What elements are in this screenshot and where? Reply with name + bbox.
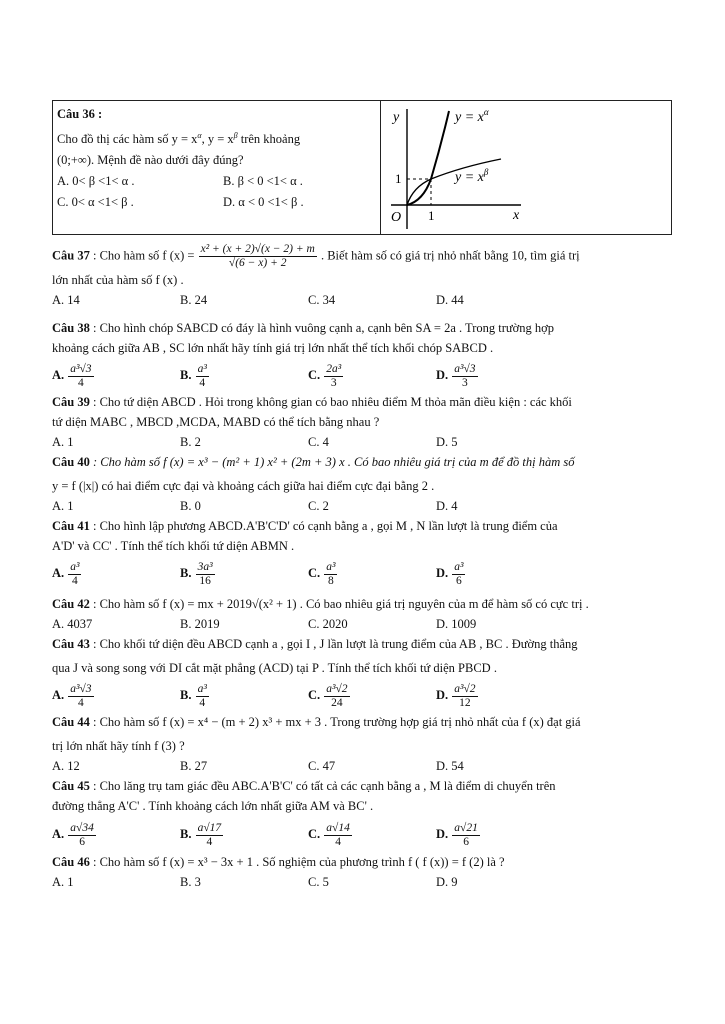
option-d[interactable]: D. $\frac{a√21}{6}$ — [436, 821, 478, 848]
question-46: Câu 46 : Cho hàm số f (x) = x³ − 3x + 1 . Số nghiệm của phương trình f ( f (x)) = f (2) là ? — [52, 855, 505, 869]
question-45-line2: đường thẳng A'C' . Tính khoảng cách lớn nhất giữa AM và BC' . — [52, 799, 374, 813]
question-39-line2: tứ diện MABC , MBCD ,MCDA, MABD có thể tích bằng nhau ? — [52, 415, 380, 429]
option-a[interactable]: A. $\frac{\text{a³}}{4}$ — [52, 560, 80, 587]
option-d[interactable]: D. 44 — [436, 293, 464, 307]
curve-beta — [407, 159, 501, 205]
exam-page — [52, 100, 672, 892]
option-b[interactable]: B. $\frac{a√17}{4}$ — [180, 821, 222, 848]
question-36-line2: (0;+∞). Mệnh đề nào dưới đây đúng? — [57, 153, 244, 168]
label-alpha: $y = x^\alpha$ — [455, 107, 489, 125]
question-37-options — [52, 290, 672, 310]
question-44-options — [52, 756, 672, 776]
option-c[interactable]: C. 2020 — [308, 617, 348, 631]
q37-fraction: $\frac{\text{x² + (x + 2)√(x − 2) + m}}{√(6 - x) + 2}$ — [200, 243, 315, 269]
question-43-options — [52, 678, 672, 712]
option-c[interactable]: C. 34 — [308, 293, 336, 307]
question-44-line2: trị lớn nhất hãy tính f (3) ? — [52, 739, 185, 753]
curve-alpha — [407, 111, 449, 205]
question-38-options — [52, 358, 672, 392]
option-a[interactable]: A. 14 — [52, 293, 80, 307]
question-45-options — [52, 816, 672, 852]
question-40-options — [52, 496, 672, 516]
question-36-options-cd — [57, 192, 376, 213]
question-36-graph — [381, 101, 671, 234]
option-b[interactable]: B. $\frac{\text{3a³}}{16}$ — [180, 560, 213, 587]
question-44: Câu 44 : Cho hàm số f (x) = x⁴ − (m + 2) x³ + mx + 3 . Trong trường hợp giá trị nhỏ nhất của f (x) đạt giá — [52, 715, 581, 729]
question-42-options — [52, 614, 672, 634]
option-d[interactable]: D. 54 — [436, 759, 464, 773]
option-b[interactable]: B. 2 — [180, 435, 201, 449]
option-a[interactable]: A. 0< β <1< α . — [57, 174, 135, 189]
question-42: Câu 42 : Cho hàm số f (x) = mx + 2019√(x² + 1) . Có bao nhiêu giá trị nguyên của m để hàm số có cực trị . — [52, 597, 589, 611]
label-beta: $y = x^\beta$ — [455, 167, 489, 185]
option-a[interactable]: A. $\frac{\text{a³√3}}{4}$ — [52, 682, 92, 709]
option-a[interactable]: A. 4037 — [52, 617, 93, 631]
option-b[interactable]: B. $\frac{\text{a³}}{4}$ — [180, 682, 207, 709]
question-39-options — [52, 432, 672, 452]
option-d[interactable]: D. 4 — [436, 499, 458, 513]
option-d[interactable]: D. $\frac{\text{a³√2}}{12}$ — [436, 682, 476, 709]
origin-label: O — [391, 210, 402, 225]
option-a[interactable]: A. 1 — [52, 875, 74, 889]
question-38-line2: khoảng cách giữa AB , SC lớn nhất hãy tính giá trị lớn nhất thể tích khối chóp SABCD . — [52, 341, 494, 355]
option-b[interactable]: B. 3 — [180, 875, 201, 889]
option-a[interactable]: A. 1 — [52, 435, 74, 449]
question-36-line1: Cho đồ thị các hàm số $y = x^\alpha$, $y = x^\beta$ trên khoảng — [57, 131, 301, 147]
option-b[interactable]: B. 24 — [180, 293, 208, 307]
option-b[interactable]: B. $\frac{\text{a³}}{4}$ — [180, 362, 207, 389]
option-c[interactable]: C. $\frac{\text{2a³}}{3}$ — [308, 362, 342, 389]
question-46-options — [52, 872, 672, 892]
question-41-options — [52, 556, 672, 590]
option-d[interactable]: D. 1009 — [436, 617, 477, 631]
question-43-line2: qua J và song song với DI cắt mặt phẳng (ACD) tại P . Tính thể tích khối tứ diện PBCD . — [52, 661, 497, 675]
question-36-title: Câu 36 : — [57, 107, 103, 121]
option-c[interactable]: C. $\frac{\text{a³√2}}{24}$ — [308, 682, 348, 709]
question-45: Câu 45 : Cho lăng trụ tam giác đều ABC.A'B'C' có tất cả các cạnh bằng a , M là điểm di chuyển trên — [52, 779, 556, 793]
option-a[interactable]: A. 1 — [52, 499, 74, 513]
option-c[interactable]: C. $\frac{\text{a³}}{8}$ — [308, 560, 336, 587]
option-d[interactable]: D. 9 — [436, 875, 458, 889]
question-37-line2: lớn nhất của hàm số f (x) . — [52, 273, 184, 287]
option-d[interactable]: D. α < 0 <1< β . — [223, 195, 304, 210]
option-a[interactable]: A. $\frac{a√34}{6}$ — [52, 821, 94, 848]
question-36-box — [52, 100, 672, 235]
option-d[interactable]: D. $\frac{\text{a³}}{6}$ — [436, 560, 464, 587]
option-d[interactable]: D. $\frac{\text{a³√3}}{3}$ — [436, 362, 476, 389]
question-41: Câu 41 : Cho hình lập phương ABCD.A'B'C'D' có cạnh bằng a , gọi M , N lần lượt là trung điểm của — [52, 519, 558, 533]
question-41-line2: A'D' và CC' . Tính thể tích khối tứ diện ABMN . — [52, 539, 295, 553]
option-b[interactable]: B. 27 — [180, 759, 208, 773]
question-36-options-ab — [57, 171, 376, 192]
option-a[interactable]: A. 12 — [52, 759, 80, 773]
option-b[interactable]: B. 2019 — [180, 617, 220, 631]
option-c[interactable]: C. 5 — [308, 875, 329, 889]
question-40: Câu 40 : Cho hàm số f (x) = x³ − (m² + 1) x² + (2m + 3) x . Có bao nhiêu giá trị của m để đồ thị hàm số — [52, 455, 575, 469]
option-c[interactable]: C. 0< α <1< β . — [57, 195, 134, 210]
question-43: Câu 43 : Cho khối tứ diện đều ABCD cạnh a , gọi I , J lần lượt là trung điểm của AB , BC . Đường thẳng — [52, 637, 578, 651]
y-axis-label: y — [393, 110, 400, 125]
power-function-graph — [381, 101, 670, 232]
x-axis-label: x — [513, 208, 520, 223]
question-39: Câu 39 : Cho tứ diện ABCD . Hỏi trong không gian có bao nhiêu điểm M thỏa mãn điều kiện : các khối — [52, 395, 572, 409]
tick-y-1: 1 — [395, 171, 402, 186]
option-c[interactable]: C. 4 — [308, 435, 329, 449]
option-b[interactable]: B. 0 — [180, 499, 201, 513]
question-40-line2: y = f (|x|) có hai điểm cực đại và khoảng cách giữa hai điểm cực đại bằng 2 . — [52, 479, 435, 493]
question-36-text — [53, 101, 381, 234]
question-37: Câu 37 : Cho hàm số f (x) = $\frac{\text{x² + (x + 2)√(x − 2) + m}}{√(6 - x) + 2}$ . Biết hàm số có giá trị nhỏ nhất bằng 10, tìm giá trị — [52, 243, 580, 269]
question-38: Câu 38 : Cho hình chóp SABCD có đáy là hình vuông cạnh a, cạnh bên SA = 2a . Trong trường hợp — [52, 321, 555, 335]
option-c[interactable]: C. 2 — [308, 499, 329, 513]
option-c[interactable]: C. 47 — [308, 759, 336, 773]
option-d[interactable]: D. 5 — [436, 435, 458, 449]
option-a[interactable]: A. $\frac{\text{a³√3}}{4}$ — [52, 362, 92, 389]
option-b[interactable]: B. β < 0 <1< α . — [223, 174, 303, 189]
option-c[interactable]: C. $\frac{a√14}{4}$ — [308, 821, 350, 848]
tick-x-1: 1 — [428, 208, 435, 223]
